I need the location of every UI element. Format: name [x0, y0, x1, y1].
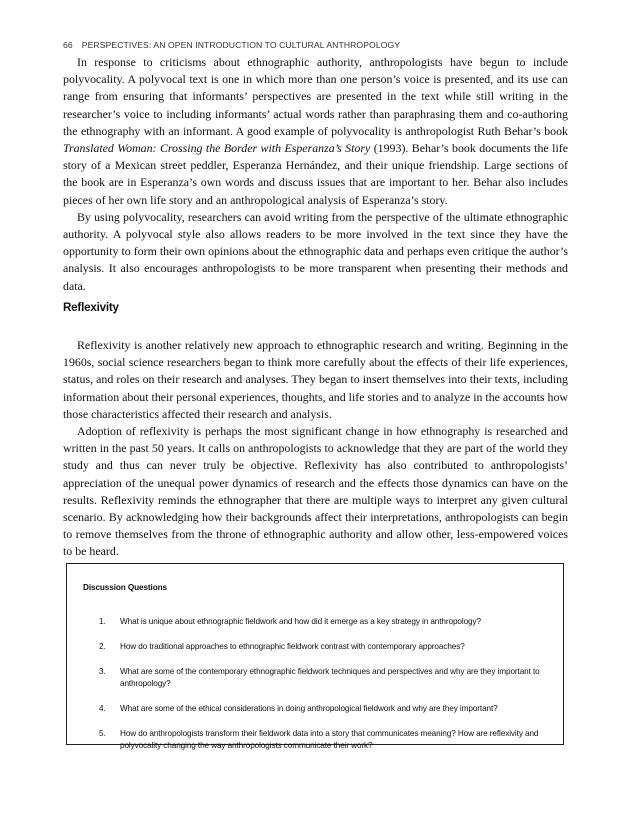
question-text: What are some of the ethical considerations in doing anthropological fieldwork and why are they important? — [120, 704, 498, 713]
question-text: How do traditional approaches to ethnographic fieldwork contrast with contemporary approaches? — [120, 642, 465, 651]
question-text: How do anthropologists transform their fieldwork data into a story that communicates meaning? How are reflexivity and polyvocality changing the way anthropologists communicate their work? — [120, 729, 539, 750]
question-text: What are some of the contemporary ethnographic fieldwork techniques and perspectives and why are they important to anthropology? — [120, 667, 540, 688]
question-item — [67, 666, 563, 690]
question-item — [67, 728, 563, 752]
question-number: 2. — [99, 642, 106, 651]
question-number: 4. — [99, 704, 106, 713]
reflexivity-paragraph-2: Adoption of reflexivity is perhaps the most significant change in how ethnography is researched and written in the past 50 years. It calls on anthropologists to acknowledge that they are part of the world they study and thus can never truly be objective. Reflexivity has also contributed to anthropologists’ appreciation of the unequal power dynamics of research and the effects those dynamics can have on the results. Reflexivity reminds the ethnographer that there are multiple ways to interpret any given cultural scenario. By acknowledging how their backgrounds affect their interpretations, anthropologists can begin to remove themselves from the throne of ethnographic authority and allow other, less-empowered voices to be heard. — [63, 424, 568, 559]
page-number: 66 — [63, 40, 73, 50]
paragraph-text: In response to criticisms about ethnographic authority, anthropologists have begun to include polyvocality. A polyvocal text is one in which more than one person’s voice is presented, and its use can range from ensuring that informants’ perspectives are presented in the text while still writing in the researcher’s voice to including informants’ actual words rather than paraphrasing them and co-authoring the ethnography with an informant. A good example of polyvocality is anthropologist Ruth Behar’s book — [63, 55, 568, 138]
question-list — [67, 616, 563, 752]
polyvocality-paragraph-2: By using polyvocality, researchers can avoid writing from the perspective of the ultimate ethnographic authority. A polyvocal style also allows readers to be more involved in the text since they have the opportunity to form their own opinions about the ethnographic data and perhaps even critique the author’s analysis. It also encourages anthropologists to be more transparent when presenting their methods and data. — [63, 209, 568, 293]
running-title: PERSPECTIVES: AN OPEN INTRODUCTION TO CULTURAL ANTHROPOLOGY — [81, 40, 401, 50]
question-item — [67, 616, 563, 628]
section-heading-reflexivity: Reflexivity — [63, 301, 119, 314]
question-number: 1. — [99, 617, 106, 626]
polyvocality-section — [63, 54, 568, 295]
question-number: 3. — [99, 667, 106, 676]
polyvocality-paragraph-1 — [63, 54, 568, 209]
running-header — [63, 40, 568, 50]
discussion-questions-title: Discussion Questions — [83, 583, 167, 592]
paragraph-text: (1993). Behar’s book documents the life story of a Mexican street peddler, Esperanza Hernández, and their unique friendship. Large sections of the book are in Esperanza’s own words and discuss issues that are important to her. Behar also includes pieces of her own life story and an anthropological analysis of Esperanza’s story. — [63, 141, 568, 207]
reflexivity-paragraph-1: Reflexivity is another relatively new approach to ethnographic research and writing. Beginning in the 1960s, social science researchers began to think more carefully about the effects of their life experiences, status, and roles on their research and analyses. They began to insert themselves into their texts, including information about their personal experiences, thoughts, and life stories and to analyze in the accounts how those characteristics affected their research and analysis. — [63, 338, 568, 421]
question-number: 5. — [99, 729, 106, 738]
question-item — [67, 703, 563, 715]
question-item — [67, 641, 563, 653]
question-text: What is unique about ethnographic fieldwork and how did it emerge as a key strategy in anthropology? — [120, 617, 481, 626]
book-title: Translated Woman: Crossing the Border with Esperanza’s Story — [63, 141, 371, 156]
discussion-questions-box — [66, 563, 564, 750]
reflexivity-section — [63, 337, 568, 561]
